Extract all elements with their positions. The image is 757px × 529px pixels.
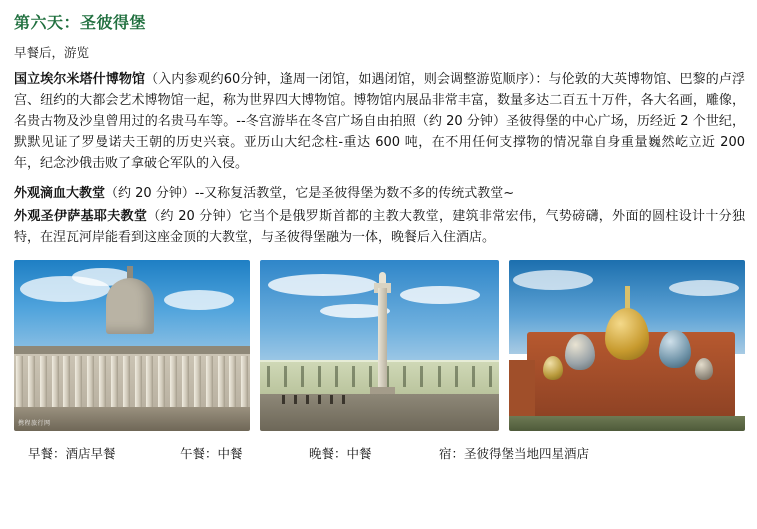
paragraph-museum-body: （入内参观约60分钟，逢周一闭馆，如遇闭馆，则会调整游览顺序）：与伦敦的大英博物馆、巴黎的卢浮宫、纽约的大都会艺术博物馆一起，称为世界四大博物馆。博物馆内展品非常丰富，数量多达二百五十万件，各大名画，雕像，名贵古物及沙皇曾用过的名贵马车等。--冬宫游毕在冬宫广场自由拍照（约 20 分钟）圣彼得堡的中心广场，历经近 2 个世纪，默默见证了罗曼诺夫王朝的历史兴衰。亚历山大纪念柱-重达 600 吨，在不用任何支撑物的情况靠自身重量巍然屹立近 200 年，纪念沙俄击败了拿破仑军队的入侵。	[14, 72, 745, 172]
photo1-column	[111, 356, 118, 407]
photo1-column	[40, 356, 47, 407]
photo2-person	[282, 395, 285, 404]
photo3-spire	[625, 286, 630, 310]
photo1-column	[206, 356, 213, 407]
subtitle-text: 早餐后，游览	[14, 45, 90, 60]
photo-savior-on-blood	[509, 260, 745, 431]
meal-lunch-label: 午餐：	[180, 446, 218, 462]
photo2-window	[420, 366, 423, 387]
meal-breakfast-value: 酒店早餐	[65, 446, 116, 462]
photo2-person	[330, 395, 333, 404]
meal-dinner	[309, 444, 439, 462]
photo1-column	[229, 356, 236, 407]
photo1-column	[87, 356, 94, 407]
photo1-column	[52, 356, 59, 407]
page-title: 第六天：圣彼得堡	[14, 13, 147, 32]
photo1-column	[99, 356, 106, 407]
photo1-column	[194, 356, 201, 407]
meal-breakfast-label: 早餐：	[28, 446, 66, 462]
photo2-window	[301, 366, 304, 387]
paragraph-savior-blood	[14, 183, 745, 204]
meal-lunch	[180, 444, 309, 462]
photo2-person	[306, 395, 309, 404]
paragraph-savior-blood-body: （约 20 分钟）--又称复活教堂，它是圣彼得堡为数不多的传统式教堂~	[105, 186, 515, 202]
photo2-window	[472, 366, 475, 387]
photo1-column	[135, 356, 142, 407]
photo1-column	[75, 356, 82, 407]
photo2-alexander-column	[378, 288, 387, 391]
photo3-onion-dome	[605, 308, 649, 360]
photo1-column	[182, 356, 189, 407]
meal-accommodation	[439, 444, 589, 462]
photo1-column	[63, 356, 70, 407]
photo2-people	[260, 395, 498, 404]
photo1-watermark: 携程旅行网	[18, 420, 51, 428]
meal-lunch-value: 中餐	[217, 446, 243, 462]
paragraph-st-isaac-lead: 外观圣伊萨基耶夫教堂	[14, 209, 148, 225]
photo2-window	[284, 366, 287, 387]
photo2-window	[318, 366, 321, 387]
paragraph-savior-blood-lead: 外观滴血大教堂	[14, 186, 106, 202]
photo1-dome	[106, 278, 154, 334]
photo3-onion-dome	[695, 358, 713, 380]
photo1-column	[28, 356, 35, 407]
photo2-window	[352, 366, 355, 387]
photo3-ground	[509, 416, 745, 431]
spacer	[12, 176, 745, 183]
meal-accommodation-label: 宿：	[439, 446, 465, 462]
photo3-onion-dome	[565, 334, 595, 370]
photo-palace-square	[260, 260, 498, 431]
photo1-column	[170, 356, 177, 407]
paragraph-museum	[14, 69, 745, 174]
photo2-window	[335, 366, 338, 387]
photo2-window	[369, 366, 372, 387]
photo3-onion-dome	[659, 330, 691, 368]
photo2-person	[342, 395, 345, 404]
photo2-person	[318, 395, 321, 404]
meal-dinner-value: 中餐	[346, 446, 372, 462]
photo2-window	[267, 366, 270, 387]
photo1-roofline	[14, 346, 250, 354]
photo1-column	[16, 356, 23, 407]
meal-breakfast	[28, 444, 180, 462]
meal-accommodation-value: 圣彼得堡当地四星酒店	[464, 446, 590, 462]
photo1-column	[241, 356, 248, 407]
photo2-window	[489, 366, 492, 387]
photo1-column	[146, 356, 153, 407]
paragraph-museum-lead: 国立埃尔米塔什博物馆	[14, 72, 146, 87]
photo2-window	[403, 366, 406, 387]
photo2-person	[294, 395, 297, 404]
photo1-colonnade	[14, 356, 250, 407]
paragraph-st-isaac	[14, 206, 745, 248]
photo1-column	[123, 356, 130, 407]
paragraph-st-isaac-body: （约 20 分钟）它当个是俄罗斯首都的主教大教堂，建筑非常宏伟，气势磅礴，外面的圆柱设计十分独特，在涅瓦河岸能看到这座金顶的大教堂，与圣彼得堡融为一体，晚餐后入住酒店。	[14, 209, 745, 246]
photo1-column	[218, 356, 225, 407]
meal-dinner-label: 晚餐：	[309, 446, 347, 462]
photo2-window	[455, 366, 458, 387]
photo3-onion-dome	[543, 356, 563, 380]
photo2-window	[438, 366, 441, 387]
photo3-church-wing	[509, 360, 535, 418]
photo-gallery	[14, 260, 745, 431]
photo-kazan-cathedral	[14, 260, 250, 431]
photo1-column	[158, 356, 165, 407]
meals-row	[28, 444, 745, 462]
